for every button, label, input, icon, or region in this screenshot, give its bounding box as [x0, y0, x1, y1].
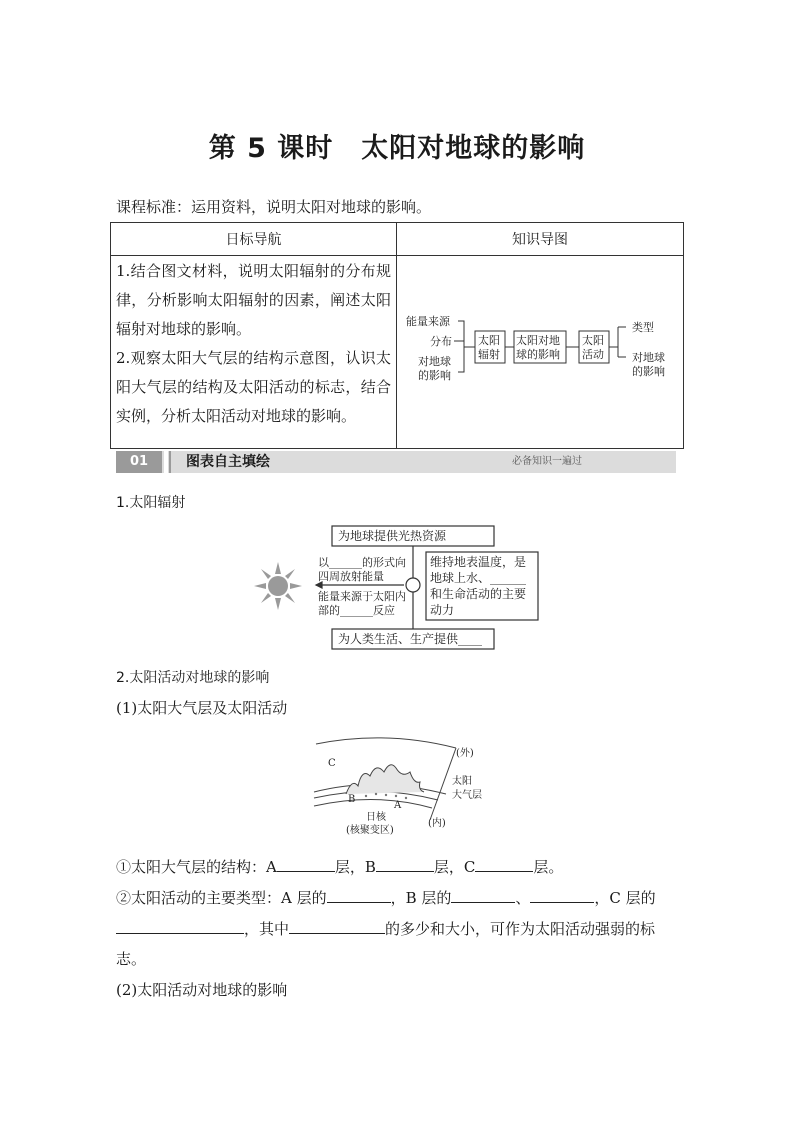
left-top-line1: 以______的形式向 [318, 556, 406, 569]
layer-c-label: C [328, 758, 336, 769]
inner-label: (内) [428, 818, 446, 829]
goal-item-1: 1.结合图文材料，说明太阳辐射的分布规律，分析影响太阳辐射的因素，阐述太阳辐射对地球的影响。 [116, 262, 391, 338]
page-title: 第 5 课时 太阳对地球的影响 [208, 133, 586, 164]
map-left-3: 对地球 [418, 355, 451, 368]
atmosphere-label-1: 太阳 [452, 776, 472, 787]
left-top-line2: 四周放射能量 [318, 570, 384, 583]
blank-b-layer[interactable] [376, 857, 434, 872]
heading-solar-activity: 2.太阳活动对地球的影响 [116, 670, 270, 686]
left-bottom-line2: 部的______反应 [318, 604, 395, 617]
heading-solar-radiation: 1.太阳辐射 [116, 495, 186, 511]
goals-cell [111, 256, 397, 449]
question-activity-line1: ②太阳活动的主要类型：A 层的 ，B 层的 、 ，C 层的 [116, 889, 656, 907]
section-name: 图表自主填绘 [186, 454, 270, 470]
right-box-line3: 和生命活动的主要 [430, 587, 527, 601]
section-number: 01 [116, 451, 162, 473]
blank-c-activity[interactable] [116, 919, 244, 934]
map-box3-line2: 活动 [582, 348, 604, 361]
map-right-1: 类型 [632, 321, 654, 334]
atmosphere-label-2: 大气层 [452, 790, 482, 801]
solar-atmosphere-diagram [306, 732, 486, 842]
map-box2-line2: 球的影响 [516, 348, 560, 361]
blank-indicator[interactable] [289, 919, 385, 934]
top-box-text: 为地球提供光热资源 [338, 529, 447, 543]
right-box-line1: 维持地表温度，是 [430, 555, 527, 569]
goal-item-2: 2.观察太阳大气层的结构示意图，认识太阳大气层的结构及太阳活动的标志，结合实例，分析太阳活动对地球的影响。 [116, 349, 391, 425]
mindmap-header: 知识导图 [397, 223, 684, 256]
right-box-line2: 地球上水、______ [430, 571, 527, 585]
bottom-box-text: 为人类生活、生产提供____ [338, 632, 483, 646]
solar-radiation-diagram [252, 522, 552, 652]
layer-b-label: B [348, 794, 356, 805]
sun-icon [254, 562, 302, 610]
left-bottom-line1: 能量来源于太阳内 [318, 590, 406, 603]
outer-label: (外) [456, 748, 474, 759]
section-divider [164, 451, 168, 473]
map-box3-line1: 太阳 [582, 334, 604, 347]
map-right-3: 的影响 [632, 365, 665, 378]
blank-c-layer[interactable] [475, 857, 533, 872]
map-left-4: 的影响 [418, 369, 451, 382]
goals-header: 日标导航 [111, 223, 397, 256]
knowledge-mindmap [398, 257, 682, 443]
blank-b-activity-2[interactable] [530, 888, 594, 903]
core-sublabel: (核聚变区) [346, 825, 394, 836]
section-divider-line [169, 451, 171, 473]
question-layers: ①太阳大气层的结构：A 层，B 层，C 层。 [116, 858, 564, 876]
mindmap-cell [397, 256, 684, 449]
question-activity-line2: ，其中 的多少和大小，可作为太阳活动强弱的标 [116, 918, 655, 939]
curriculum-standard: 课程标准：运用资料，说明太阳对地球的影响。 [116, 198, 432, 216]
map-box1-line2: 辐射 [478, 348, 500, 361]
right-box-line4: 动力 [430, 603, 455, 617]
layer-a-label: A [394, 800, 402, 811]
map-box2-line1: 太阳对地 [516, 334, 560, 347]
section-note: 必备知识一遍过 [512, 456, 582, 467]
map-box1-line1: 太阳 [478, 334, 500, 347]
blank-a-layer[interactable] [277, 857, 335, 872]
question-activity-line3: 志。 [116, 950, 147, 968]
map-right-2: 对地球 [632, 351, 665, 364]
blank-a-activity[interactable] [327, 888, 391, 903]
goals-table [110, 222, 684, 449]
core-label: 日核 [366, 812, 386, 823]
subheading-atmosphere: (1)太阳大气层及太阳活动 [116, 699, 288, 717]
map-left-2: 分布 [430, 335, 452, 348]
blank-b-activity-1[interactable] [451, 888, 515, 903]
map-left-1: 能量来源 [406, 315, 450, 328]
subheading-impact: (2)太阳活动对地球的影响 [116, 981, 288, 999]
